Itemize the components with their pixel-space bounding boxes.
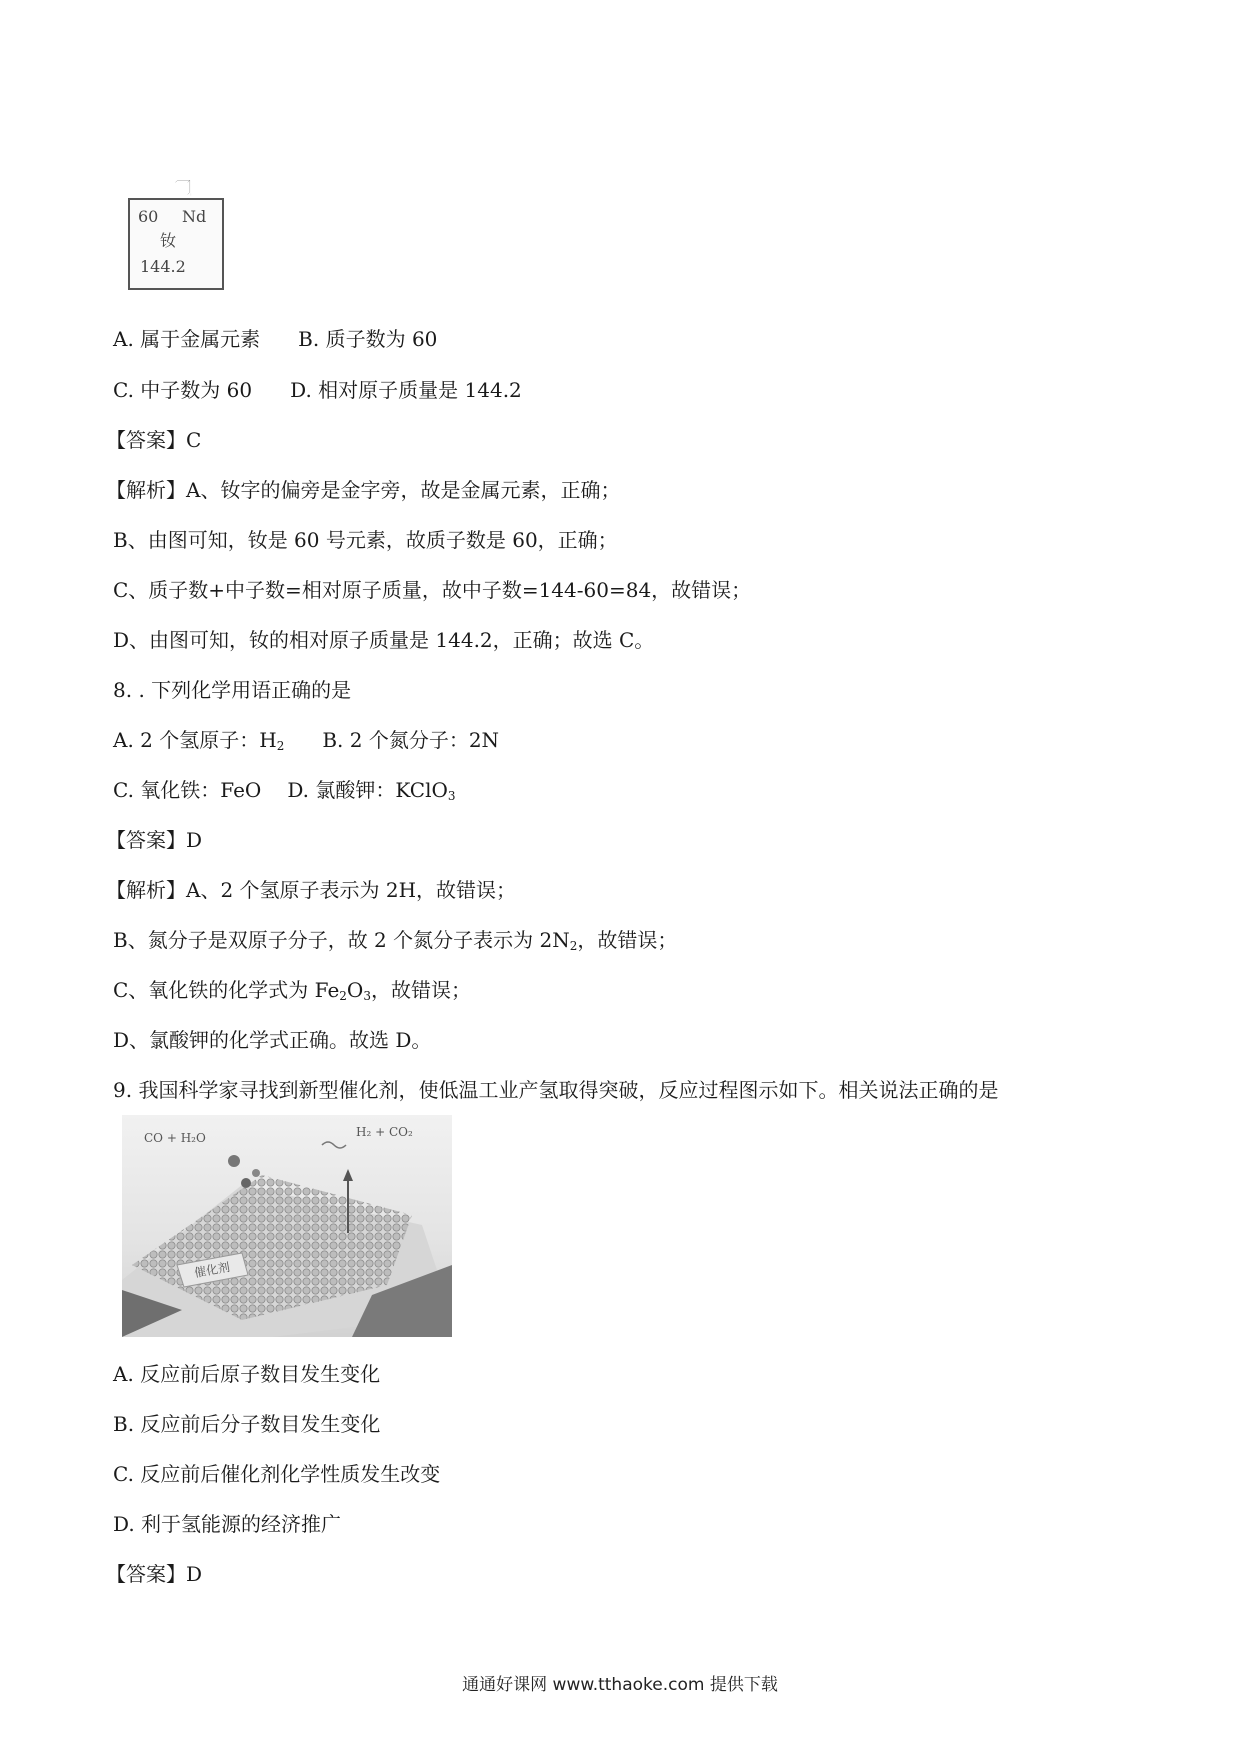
q8-option-a: A. 2 个氢原子：$H_2$: [113, 728, 285, 753]
q7-analysis-line-4: D、由图可知，钕的相对原子质量是 144.2，正确；故选 C。: [113, 628, 655, 652]
q9-option-c: C. 反应前后催化剂化学性质发生改变: [113, 1462, 441, 1486]
q7-analysis-line-2: B、由图可知，钕是 60 号元素，故质子数是 60，正确；: [113, 528, 618, 552]
q9-answer: 【答案】D: [106, 1562, 203, 1586]
q8-stem: 8. . 下列化学用语正确的是: [113, 678, 352, 702]
q7-option-a: A. 属于金属元素: [113, 327, 261, 351]
q8-analysis-line-4: D、氯酸钾的化学式正确。故选 D。: [113, 1028, 432, 1052]
catalyst-reaction-figure: [122, 1115, 452, 1337]
q8-option-b: B. 2 个氮分子：2N: [322, 728, 500, 752]
page-footer: 通通好课网 www.tthaoke.com 提供下载: [462, 1675, 778, 1695]
atomic-number: 60: [138, 207, 159, 226]
product-label: H₂ + CO₂: [356, 1125, 413, 1139]
catalyst-label: 催化剂: [193, 1259, 231, 1281]
q7-option-d: D. 相对原子质量是 144.2: [290, 378, 522, 402]
q7-analysis-line-3: C、质子数+中子数=相对原子质量，故中子数=144-60=84，故错误；: [113, 578, 752, 602]
q8-analysis-line-1: 【解析】A、2 个氢原子表示为 2H，故错误；: [106, 878, 517, 902]
q8-options-row-2: [113, 776, 456, 804]
q8-option-c: C. 氧化铁：FeO: [113, 778, 262, 802]
atomic-mass: 144.2: [140, 257, 186, 276]
q7-option-c: C. 中子数为 60: [113, 378, 253, 402]
element-card-figure: [128, 180, 246, 300]
q9-option-d: D. 利于氢能源的经济推广: [113, 1512, 342, 1536]
q8-options-row-1: [113, 726, 499, 754]
q7-analysis-line-1: 【解析】A、钕字的偏旁是金字旁，故是金属元素，正确；: [106, 478, 621, 502]
q9-stem: 9. 我国科学家寻找到新型催化剂，使低温工业产氢取得突破，反应过程图示如下。相关说法正确的是: [113, 1078, 999, 1102]
q8-analysis-line-2: B、氮分子是双原子分子，故 2 个氮分子表示为 $2N_2$，故错误；: [113, 928, 678, 953]
element-card-outline: [128, 180, 238, 196]
reactant-label: CO + H₂O: [144, 1131, 206, 1145]
q7-option-b: B. 质子数为 60: [298, 327, 438, 351]
q8-option-d: D. 氯酸钾：KClO$_3$: [287, 778, 456, 803]
q7-options-row-2: [113, 376, 522, 404]
q7-answer: 【答案】C: [106, 428, 202, 452]
q7-options-row-1: [113, 325, 437, 353]
q8-analysis-line-3: C、氧化铁的化学式为 $Fe_2O_3$，故错误；: [113, 978, 471, 1003]
q9-option-b: B. 反应前后分子数目发生变化: [113, 1412, 381, 1436]
element-symbol: Nd: [182, 207, 207, 226]
catalyst-surface-illustration: [122, 1115, 452, 1337]
q9-option-a: A. 反应前后原子数目发生变化: [113, 1362, 381, 1386]
element-name: 钕: [160, 231, 177, 250]
q8-answer: 【答案】D: [106, 828, 203, 852]
